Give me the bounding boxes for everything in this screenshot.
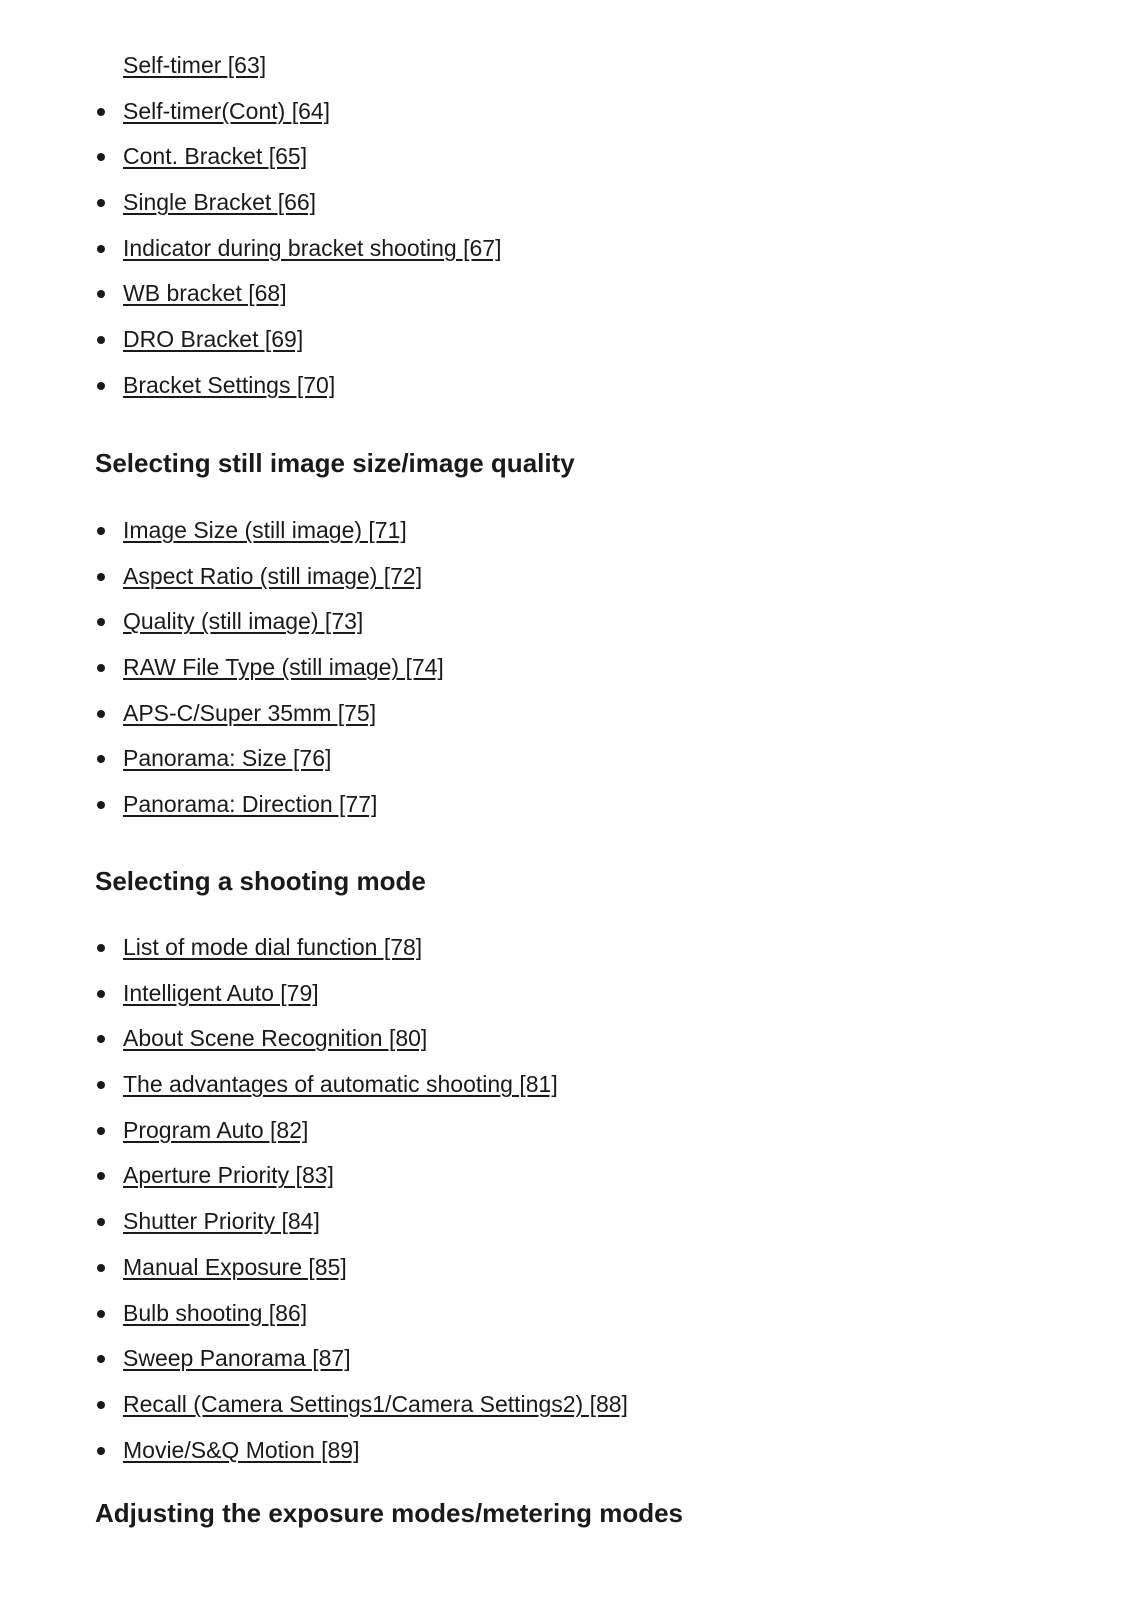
list-item bbox=[93, 1023, 628, 1069]
list-item bbox=[93, 1435, 628, 1481]
list-item bbox=[93, 141, 501, 187]
bullet-icon bbox=[97, 755, 105, 763]
bullet-icon bbox=[97, 1172, 105, 1180]
bullet-icon bbox=[97, 108, 105, 116]
toc-link[interactable]: Bulb shooting [86] bbox=[123, 1299, 308, 1326]
toc-link[interactable]: Bracket Settings [70] bbox=[123, 371, 336, 398]
toc-link[interactable]: Aperture Priority [83] bbox=[123, 1162, 334, 1189]
list-item bbox=[93, 978, 628, 1024]
toc-link[interactable]: DRO Bracket [69] bbox=[123, 326, 304, 353]
toc-link[interactable]: The advantages of automatic shooting [81] bbox=[123, 1071, 558, 1098]
list-item bbox=[93, 932, 628, 978]
toc-link[interactable]: WB bracket [68] bbox=[123, 280, 287, 307]
bullet-icon bbox=[97, 1310, 105, 1318]
list-item bbox=[93, 652, 444, 698]
bullet-icon bbox=[97, 199, 105, 207]
bullet-icon bbox=[97, 573, 105, 581]
bullet-icon bbox=[97, 944, 105, 952]
link-list-bracket bbox=[93, 50, 501, 416]
link-list-image-size bbox=[93, 515, 444, 835]
list-item bbox=[93, 606, 444, 652]
list-item bbox=[93, 1298, 628, 1344]
toc-link[interactable]: Movie/S&Q Motion [89] bbox=[123, 1436, 360, 1463]
list-item bbox=[93, 370, 501, 416]
list-item bbox=[93, 50, 501, 96]
list-item bbox=[93, 278, 501, 324]
bullet-icon bbox=[97, 1401, 105, 1409]
bullet-icon bbox=[97, 153, 105, 161]
list-item bbox=[93, 1206, 628, 1252]
list-item bbox=[93, 1252, 628, 1298]
list-item bbox=[93, 187, 501, 233]
list-item bbox=[93, 1069, 628, 1115]
toc-link[interactable]: Single Bracket [66] bbox=[123, 189, 317, 216]
list-item bbox=[93, 789, 444, 835]
bullet-icon bbox=[97, 1264, 105, 1272]
list-item bbox=[93, 1343, 628, 1389]
toc-link[interactable]: Panorama: Size [76] bbox=[123, 745, 332, 772]
toc-link[interactable]: RAW File Type (still image) [74] bbox=[123, 654, 444, 681]
toc-link[interactable]: Recall (Camera Settings1/Camera Settings2) [88] bbox=[123, 1390, 628, 1417]
toc-link[interactable]: Panorama: Direction [77] bbox=[123, 791, 378, 818]
bullet-icon bbox=[97, 1447, 105, 1455]
list-item bbox=[93, 698, 444, 744]
bullet-icon bbox=[97, 801, 105, 809]
list-item bbox=[93, 233, 501, 279]
toc-link[interactable]: Intelligent Auto [79] bbox=[123, 979, 319, 1006]
list-item bbox=[93, 1160, 628, 1206]
section-heading-exposure: Adjusting the exposure modes/metering modes bbox=[95, 1498, 683, 1528]
bullet-icon bbox=[97, 336, 105, 344]
bullet-icon bbox=[97, 290, 105, 298]
bullet-icon bbox=[97, 1035, 105, 1043]
section-heading-image-size: Selecting still image size/image quality bbox=[95, 448, 575, 478]
toc-link[interactable]: List of mode dial function [78] bbox=[123, 934, 423, 960]
toc-link[interactable]: About Scene Recognition [80] bbox=[123, 1025, 428, 1052]
toc-link[interactable]: Program Auto [82] bbox=[123, 1116, 309, 1143]
toc-link[interactable]: Indicator during bracket shooting [67] bbox=[123, 234, 502, 261]
toc-link[interactable]: APS-C/Super 35mm [75] bbox=[123, 699, 377, 726]
toc-link[interactable]: Manual Exposure [85] bbox=[123, 1253, 347, 1280]
bullet-icon bbox=[97, 1081, 105, 1089]
bullet-icon bbox=[97, 990, 105, 998]
toc-link[interactable]: Aspect Ratio (still image) [72] bbox=[123, 562, 423, 589]
toc-link[interactable]: Cont. Bracket [65] bbox=[123, 143, 308, 170]
list-item bbox=[93, 324, 501, 370]
list-item bbox=[93, 743, 444, 789]
toc-link[interactable]: Shutter Priority [84] bbox=[123, 1208, 320, 1235]
bullet-icon bbox=[97, 710, 105, 718]
list-item bbox=[93, 1115, 628, 1161]
toc-link[interactable]: Image Size (still image) [71] bbox=[123, 517, 407, 543]
bullet-icon bbox=[97, 618, 105, 626]
list-item bbox=[93, 561, 444, 607]
toc-link[interactable]: Quality (still image) [73] bbox=[123, 608, 364, 635]
bullet-icon bbox=[97, 664, 105, 672]
bullet-icon bbox=[97, 527, 105, 535]
link-list-shooting-mode bbox=[93, 932, 628, 1480]
list-item bbox=[93, 515, 444, 561]
bullet-icon bbox=[97, 1127, 105, 1135]
list-item bbox=[93, 96, 501, 142]
toc-link[interactable]: Self-timer [63] bbox=[123, 52, 267, 78]
bullet-icon bbox=[97, 1355, 105, 1363]
list-item bbox=[93, 1389, 628, 1435]
bullet-icon bbox=[97, 382, 105, 390]
bullet-icon bbox=[97, 1218, 105, 1226]
toc-link[interactable]: Sweep Panorama [87] bbox=[123, 1345, 351, 1372]
toc-link[interactable]: Self-timer(Cont) [64] bbox=[123, 97, 331, 124]
bullet-icon bbox=[97, 245, 105, 253]
section-heading-shooting-mode: Selecting a shooting mode bbox=[95, 866, 426, 896]
